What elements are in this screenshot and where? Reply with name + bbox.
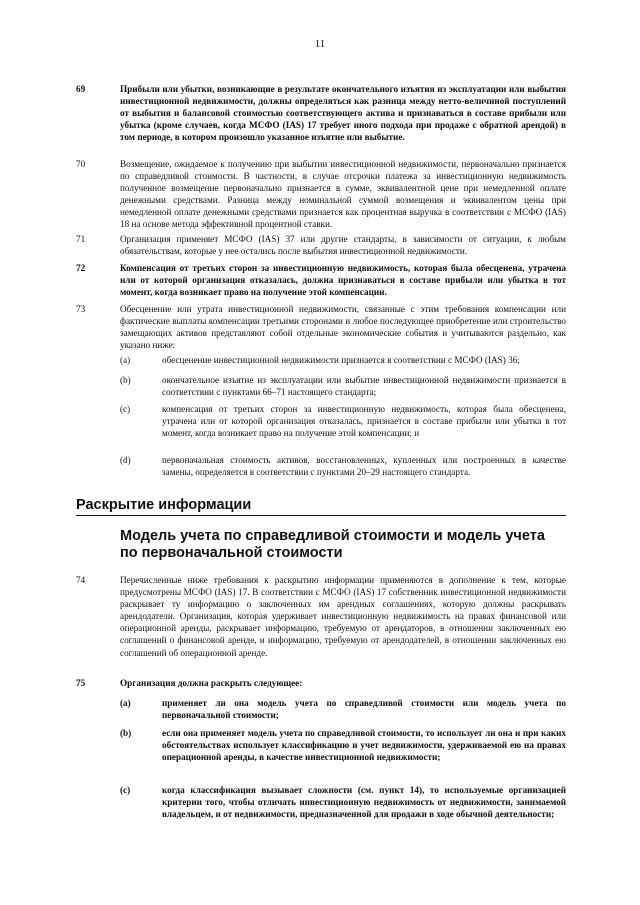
list-item-73b — [120, 374, 566, 398]
paragraph-73 — [76, 303, 566, 351]
paragraph-number: 72 — [76, 263, 86, 273]
list-item-75a — [120, 697, 566, 721]
list-item-75c — [120, 784, 566, 820]
list-label: (d) — [120, 455, 131, 465]
paragraph-number: 69 — [76, 84, 86, 94]
list-text: компенсация от третьих сторон за инвестиционную недвижимость, которая была обесценена, утрачена или от которой организация отказалась, признается в составе прибыли или убытка в тот момент, когда возникает право на получение этой компенсации; и — [162, 404, 566, 439]
list-text: когда классификация вызывает сложности (см. пункт 14), то используемые организацией критерии того, чтобы отличать инвестиционную недвижимость от недвижимости, занимаемой владельцем, и от недвижимости, предназначенной для продажи в ходе обычной деятельности; — [162, 785, 566, 820]
paragraph-75 — [76, 677, 566, 689]
list-text: окончательное изъятие из эксплуатации или выбытие инвестиционной недвижимости признается в соответствии с пунктами 66–71 настоящего стандарта; — [162, 375, 566, 398]
paragraph-74 — [76, 574, 566, 659]
paragraph-text: Обесценение или утрата инвестиционной недвижимости, связанные с этим требования компенсации или фактические выплаты компенсации третьими сторонами и любое последующее приобретение или строительство замещающих активов представляют собой отдельные экономические события и учитываются раздельно, как указано ниже: — [120, 304, 566, 351]
list-label: (a) — [120, 355, 131, 365]
list-item-73d — [120, 454, 566, 478]
list-text: обесценение инвестиционной недвижимости признается в соответствии с МСФО (IAS) 36; — [162, 355, 520, 365]
paragraph-number: 75 — [76, 678, 86, 688]
list-label: (b) — [120, 375, 131, 385]
paragraph-70 — [76, 158, 566, 231]
paragraph-72 — [76, 262, 566, 298]
list-item-75b — [120, 727, 566, 763]
paragraph-text: Организация должна раскрыть следующее: — [120, 678, 303, 688]
paragraph-number: 70 — [76, 159, 86, 169]
list-label: (b) — [120, 728, 132, 738]
list-label: (c) — [120, 404, 131, 414]
section-heading: Раскрытие информации — [76, 497, 252, 513]
section-divider — [76, 515, 566, 516]
paragraph-text: Прибыли или убытки, возникающие в результате окончательного изъятия из эксплуатации или выбытия инвестиционной недвижимости, должны определяться как разница между нетто-величиной поступлений от выбытия и балансовой стоимостью соответствующего актива и признаваться в составе прибыли или убытка (кроме случаев, когда МСФО (IAS) 17 требует иного подхода при продаже с обратной арендой) в том периоде, в котором произошло указанное изъятие или выбытие. — [120, 84, 566, 143]
paragraph-text: Возмещение, ожидаемое к получению при выбытии инвестиционной недвижимости, первоначально признается по справедливой стоимости. В частности, в случае отсрочки платежа за инвестиционную недвижимость полученное возмещение первоначально признается в сумме, эквивалентной цене при немедленной оплате денежными средствами. Разница между номинальной суммой возмещения и эквивалентом цены при немедленной оплате денежными средствами признается как процентная выручка в соответствии с МСФО (IAS) 18 на основе метода эффективной процентной ставки. — [120, 159, 566, 230]
list-label: (a) — [120, 698, 131, 708]
list-label: (c) — [120, 785, 131, 795]
paragraph-number: 73 — [76, 304, 86, 314]
list-item-73a — [120, 354, 566, 366]
list-text: первоначальная стоимость активов, восстановленных, купленных или построенных в качестве замены, определяется в соответствии с пунктами 20–29 настоящего стандарта. — [162, 455, 566, 478]
list-text: применяет ли она модель учета по справедливой стоимости или модель учета по первоначальной стоимости; — [162, 698, 566, 721]
paragraph-number: 74 — [76, 575, 86, 585]
list-text: если она применяет модель учета по справедливой стоимости, то использует ли она и при каких обстоятельствах использует классификацию и учет недвижимости, удерживаемой ею на правах операционной аренды, в качестве инвестиционной недвижимости; — [162, 728, 566, 763]
list-item-73c — [120, 403, 566, 439]
paragraph-number: 71 — [76, 234, 86, 244]
paragraph-69 — [76, 83, 566, 143]
paragraph-text: Компенсация от третьих сторон за инвестиционную недвижимость, которая была обесценена, утрачена или от которой организация отказалась, должна признаваться в составе прибыли или убытка в тот момент, когда возникает право на получение этой компенсации. — [120, 263, 566, 298]
paragraph-text: Организация применяет МСФО (IAS) 37 или другие стандарты, в зависимости от ситуации, к любым обязательствам, которые у нее остались после выбытия инвестиционной недвижимости. — [120, 234, 566, 257]
subsection-heading: Модель учета по справедливой стоимости и модель учета по первоначальной стоимости — [120, 528, 545, 561]
page-number: 11 — [314, 38, 326, 50]
paragraph-71 — [76, 233, 566, 257]
paragraph-text: Перечисленные ниже требования к раскрытию информации применяются в дополнение к тем, которые предусмотрены МСФО (IAS) 17. В соответствии с МСФО (IAS) 17 собственник инвестиционной недвижимости раскрывает ту информацию о заключенных им арендных соглашениях, которую должны раскрывать арендодатели. Организация, которая удерживает инвестиционную недвижимость на правах финансовой или операционной аренды, раскрывает информацию, требуемую от арендаторов, в отношении заключенных ею соглашений о финансовой аренде, и информацию, требуемую от арендодателей, в отношении заключенных ею соглашений об операционной аренде. — [120, 575, 566, 658]
